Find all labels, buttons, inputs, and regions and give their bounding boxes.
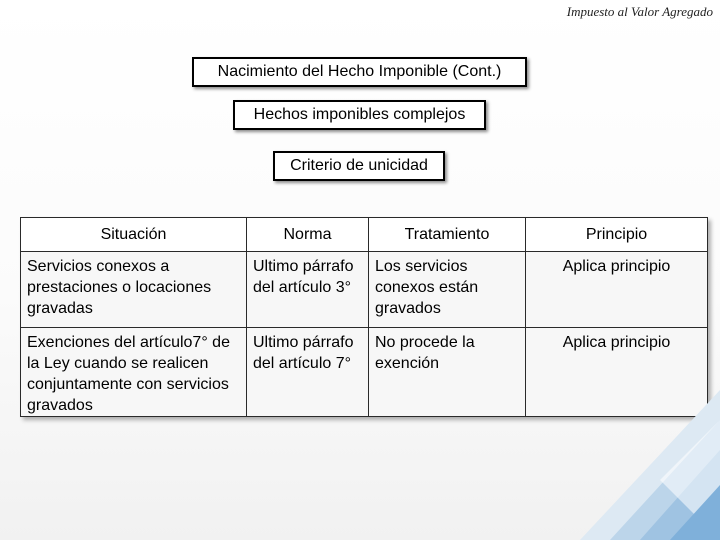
- cell-situacion: Exenciones del artículo7° de la Ley cuando se realicen conjuntamente con servicios gravados: [21, 328, 247, 417]
- table-row: [21, 252, 708, 328]
- header-situacion: Situación: [21, 218, 247, 252]
- header-norma: Norma: [247, 218, 369, 252]
- cell-principio: Aplica principio: [526, 328, 708, 417]
- subtitle-box: Hechos imponibles complejos: [233, 100, 486, 130]
- corner-decoration: [560, 380, 720, 540]
- cell-tratamiento: No procede la exención: [369, 328, 526, 417]
- cell-tratamiento: Los servicios conexos están gravados: [369, 252, 526, 328]
- cell-situacion: Servicios conexos a prestaciones o locaciones gravadas: [21, 252, 247, 328]
- header-tratamiento: Tratamiento: [369, 218, 526, 252]
- header-title: Impuesto al Valor Agregado: [566, 4, 713, 19]
- criterion-box: Criterio de unicidad: [273, 151, 445, 181]
- cell-principio: Aplica principio: [526, 252, 708, 328]
- cell-norma: Ultimo párrafo del artículo 3°: [247, 252, 369, 328]
- table-header-row: [21, 218, 708, 252]
- cell-norma: Ultimo párrafo del artículo 7°: [247, 328, 369, 417]
- main-title-box: Nacimiento del Hecho Imponible (Cont.): [192, 57, 527, 87]
- header-principio: Principio: [526, 218, 708, 252]
